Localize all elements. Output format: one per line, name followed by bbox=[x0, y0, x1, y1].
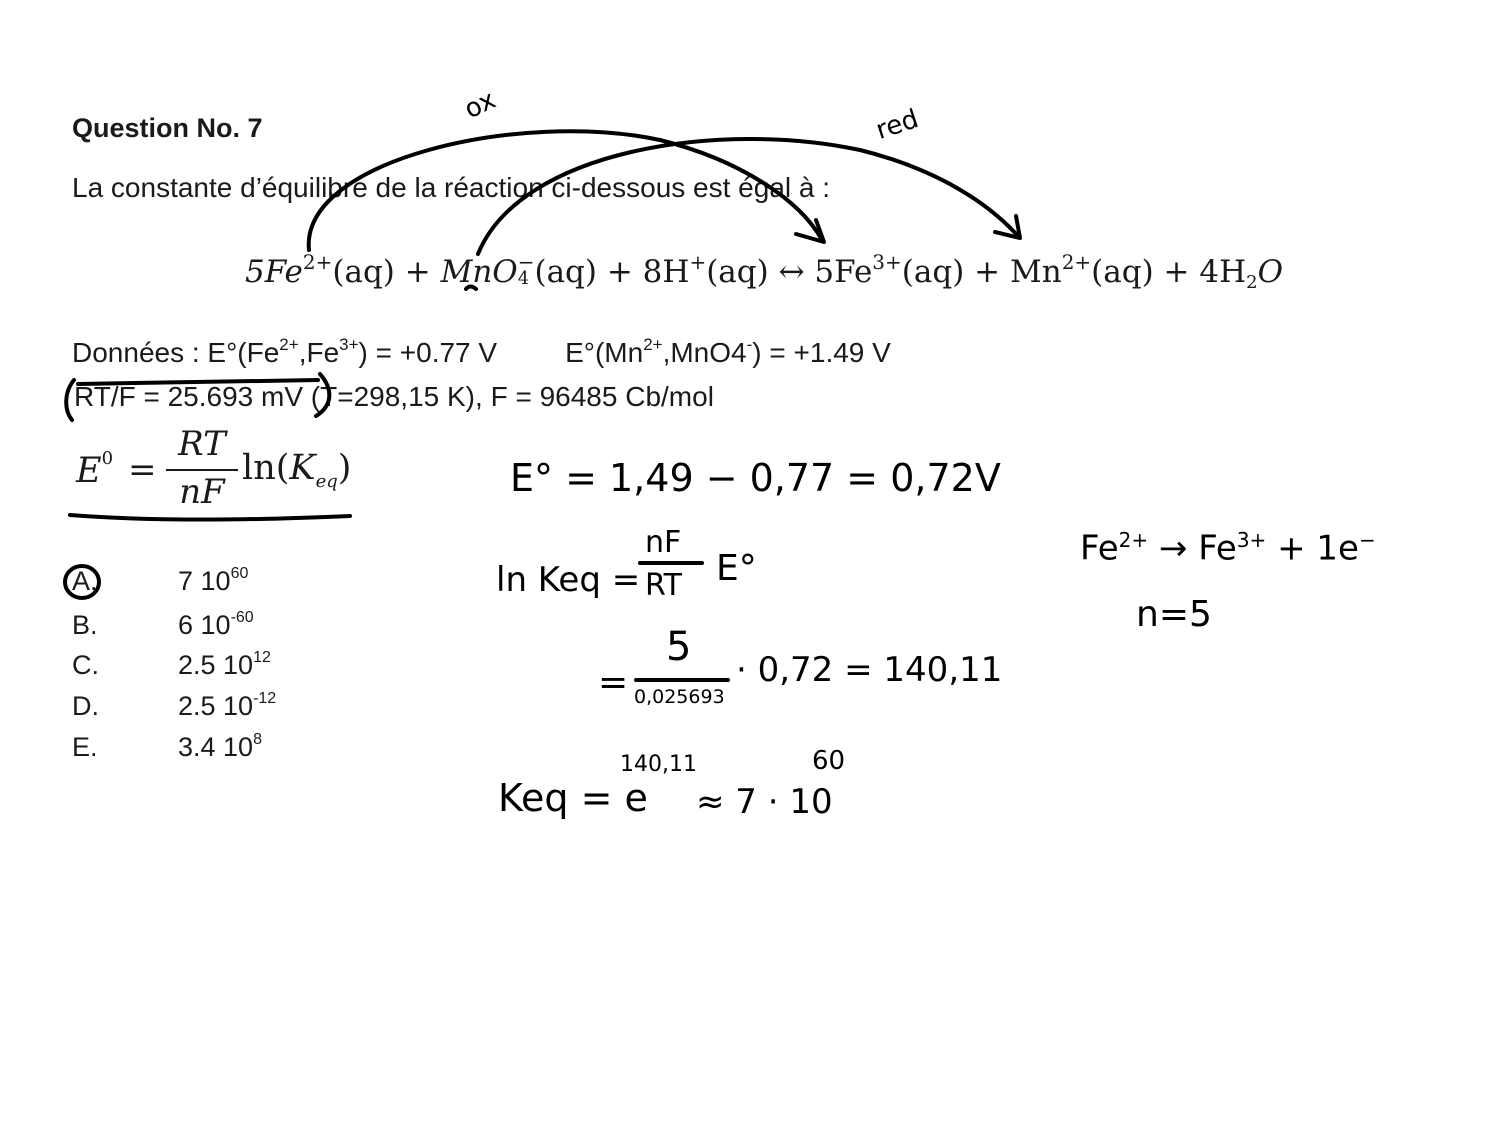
keq-exponent-60: 60 bbox=[812, 746, 846, 776]
formula-denominator: nF bbox=[179, 472, 225, 512]
data-line-potentials: Données : $E^\circ(Fe^{2+},Fe^{3+}) = +0.77$ V $E^\circ(Mn^{2+},MnO4^-) = +1.49$ V bbox=[72, 335, 891, 368]
formula-equals: = bbox=[128, 450, 157, 490]
keq-approx: ≈ 7 · 10 bbox=[696, 782, 833, 822]
option-b-value: 6 $10^{-60}$ bbox=[178, 609, 254, 640]
formula-underline bbox=[70, 515, 350, 520]
reduction-arrow bbox=[478, 139, 1018, 254]
option-d-letter: D. bbox=[72, 691, 99, 721]
lnk-e0: E° bbox=[716, 548, 757, 589]
rtf-left-bracket bbox=[66, 380, 74, 420]
lnk-lhs: ln Keq = bbox=[496, 560, 641, 600]
label-ox: ox bbox=[460, 84, 501, 126]
mno4-tick bbox=[466, 287, 476, 290]
answer-a-circle bbox=[65, 566, 99, 598]
option-e-letter: E. bbox=[72, 732, 98, 762]
rtf-overline bbox=[78, 380, 318, 384]
option-a-letter: A. bbox=[72, 566, 98, 596]
label-red: red bbox=[872, 104, 923, 146]
e0-calculation: E° = 1,49 − 0,77 = 0,72V bbox=[510, 456, 1001, 500]
formula-numerator: RT bbox=[178, 424, 226, 464]
reaction-equation: $5Fe^{2+}(aq) + MnO^-$ 4 (aq) + 8H+(aq) ↔ $5Fe^{3+}(aq) + Mn^{2+}(aq) + 4H2O$ bbox=[245, 250, 1284, 293]
option-a-value: 7 $10^{60}$ bbox=[178, 565, 249, 596]
question-prompt: La constante d’équilibre de la réaction ci-dessous est égal à : bbox=[72, 172, 831, 203]
calc-numerator: 5 bbox=[666, 624, 692, 670]
lnk-numerator: nF bbox=[645, 525, 682, 560]
option-e-value: 3.4 $10^8$ bbox=[178, 731, 262, 762]
question-title: Question No. 7 bbox=[72, 113, 263, 143]
keq-exponent: 140,11 bbox=[620, 752, 697, 777]
formula-ln: $\ln(K_{eq})$ bbox=[242, 448, 352, 492]
calc-result: · 0,72 = 140,11 bbox=[736, 650, 1003, 690]
oxidation-arrow bbox=[309, 131, 822, 250]
calc-equals: = bbox=[598, 662, 629, 703]
half-reaction: $Fe^{2+} \to Fe^{3+} + 1e^-$ bbox=[1080, 528, 1376, 569]
calc-denominator: 0,025693 bbox=[634, 686, 725, 708]
option-c-letter: C. bbox=[72, 650, 99, 680]
option-c-value: 2.5 $10^{12}$ bbox=[178, 649, 271, 680]
option-b-letter: B. bbox=[72, 610, 98, 640]
data-line-constants: RT/F = 25.693 mV (T=298,15 K), F = 96485 Cb/mol bbox=[74, 381, 714, 412]
formula-lhs: $E^0$ bbox=[76, 448, 114, 491]
electron-count: n=5 bbox=[1136, 594, 1212, 635]
option-d-value: 2.5 $10^{-12}$ bbox=[178, 690, 277, 721]
lnk-denominator: RT bbox=[645, 568, 682, 603]
keq-lhs: Keq = e bbox=[498, 776, 648, 820]
